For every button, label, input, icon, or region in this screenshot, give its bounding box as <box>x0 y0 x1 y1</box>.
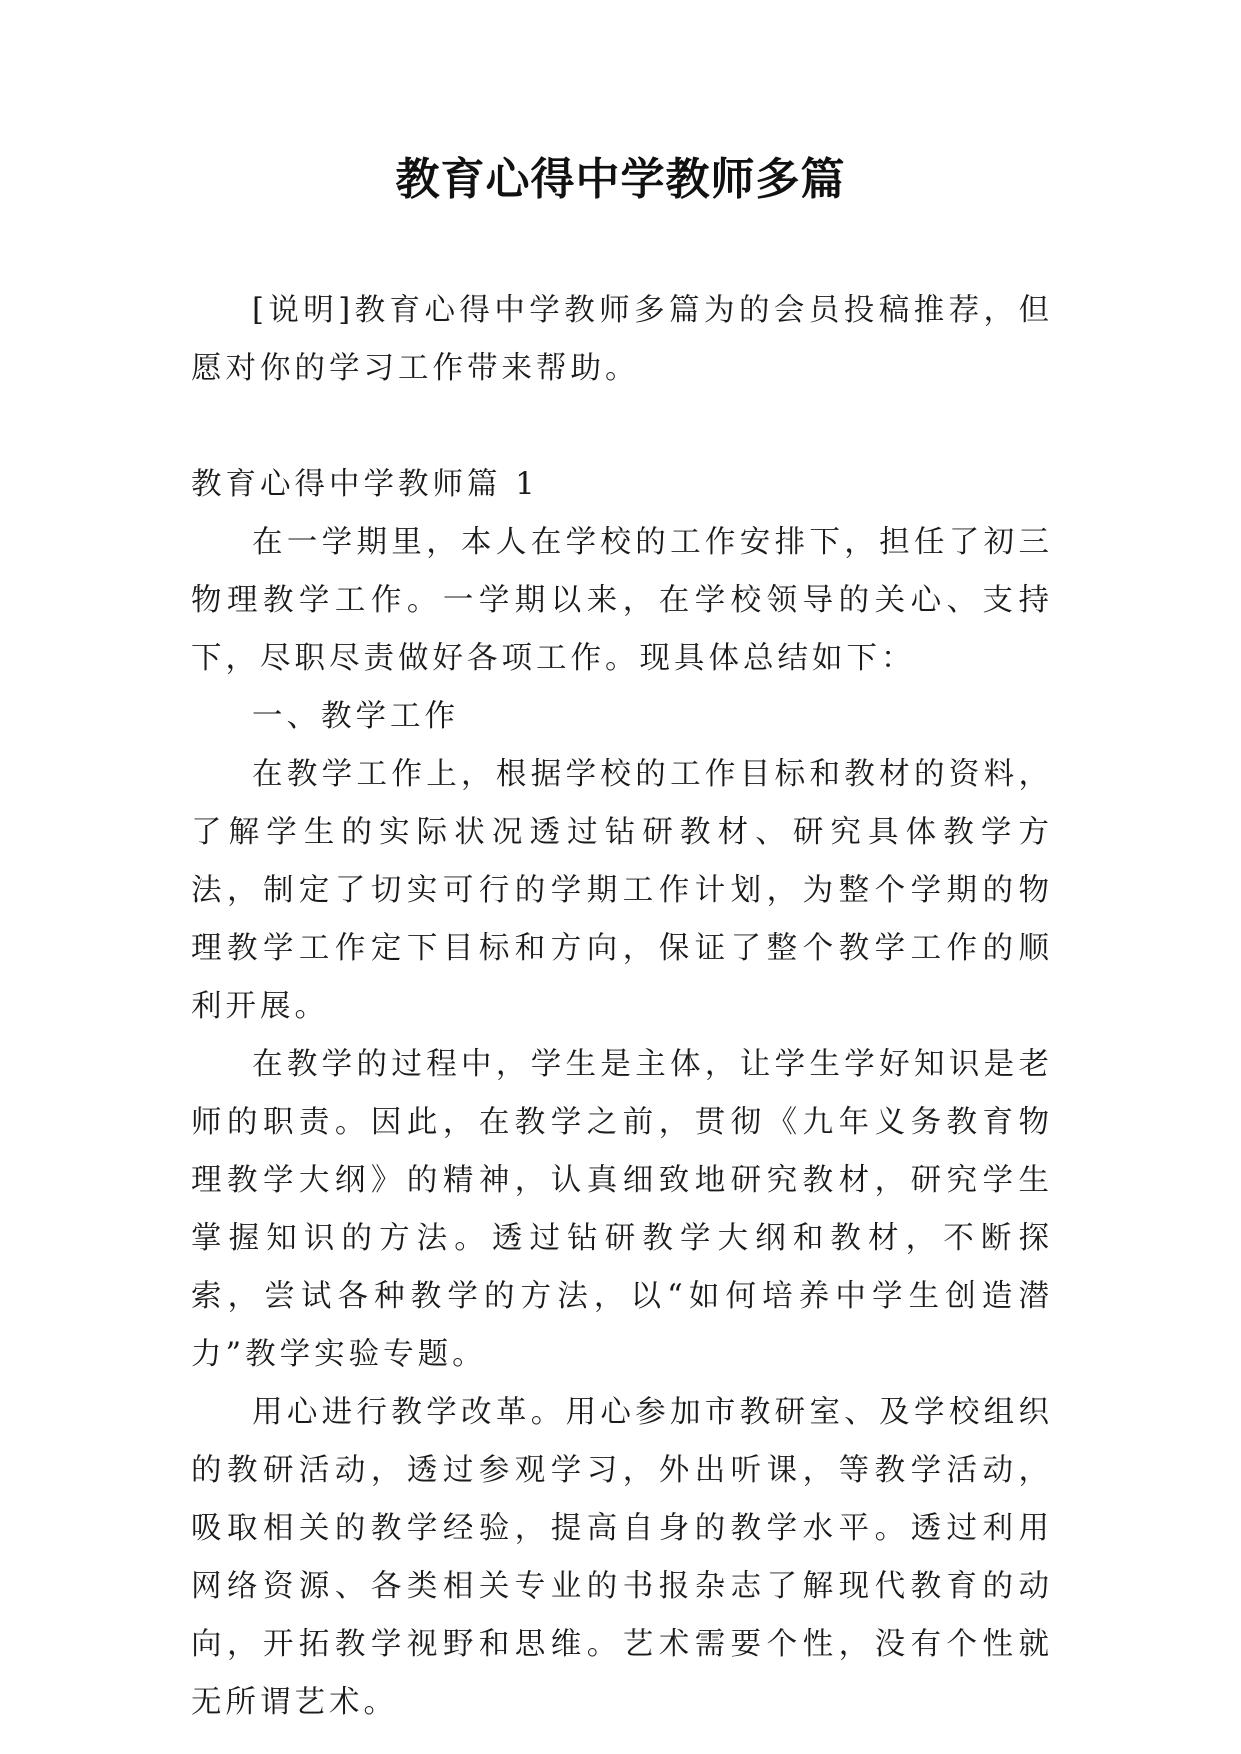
document-title: 教育心得中学教师多篇 <box>395 154 846 205</box>
blank-line <box>191 398 1053 456</box>
paragraph: 在教学的过程中，学生是主体，让学生学好知识是老师的职责。因此，在教学之前，贯彻《九年义务教育物理教学大纲》的精神，认真细致地研究教材，研究学生掌握知识的方法。透过钻研教学大纲和教材，不断探索，尝试各种教学的方法，以“如何培养中学生创造潜力”教学实验专题。 <box>191 1047 1053 1372</box>
document-body <box>191 282 1053 1732</box>
section-heading: 教育心得中学教师篇 1 <box>191 467 539 502</box>
paragraph: 用心进行教学改革。用心参加市教研室、及学校组织的教研活动，透过参观学习，外出听课，等教学活动，吸取相关的教学经验，提高自身的教学水平。透过利用网络资源、各类相关专业的书报杂志了解现代教育的动向，开拓教学视野和思维。艺术需要个性，没有个性就无所谓艺术。 <box>191 1395 1053 1720</box>
subheading: 一、教学工作 <box>252 699 459 734</box>
paragraph: 在一学期里，本人在学校的工作安排下，担任了初三物理教学工作。一学期以来，在学校领导的关心、支持下，尽职尽责做好各项工作。现具体总结如下： <box>191 525 1053 676</box>
paragraph: 在教学工作上，根据学校的工作目标和教材的资料，了解学生的实际状况透过钻研教材、研究具体教学方法，制定了切实可行的学期工作计划，为整个学期的物理教学工作定下目标和方向，保证了整个教学工作的顺利开展。 <box>191 757 1053 1024</box>
intro-note: [说明]教育心得中学教师多篇为的会员投稿推荐，但愿对你的学习工作带来帮助。 <box>191 293 1053 386</box>
